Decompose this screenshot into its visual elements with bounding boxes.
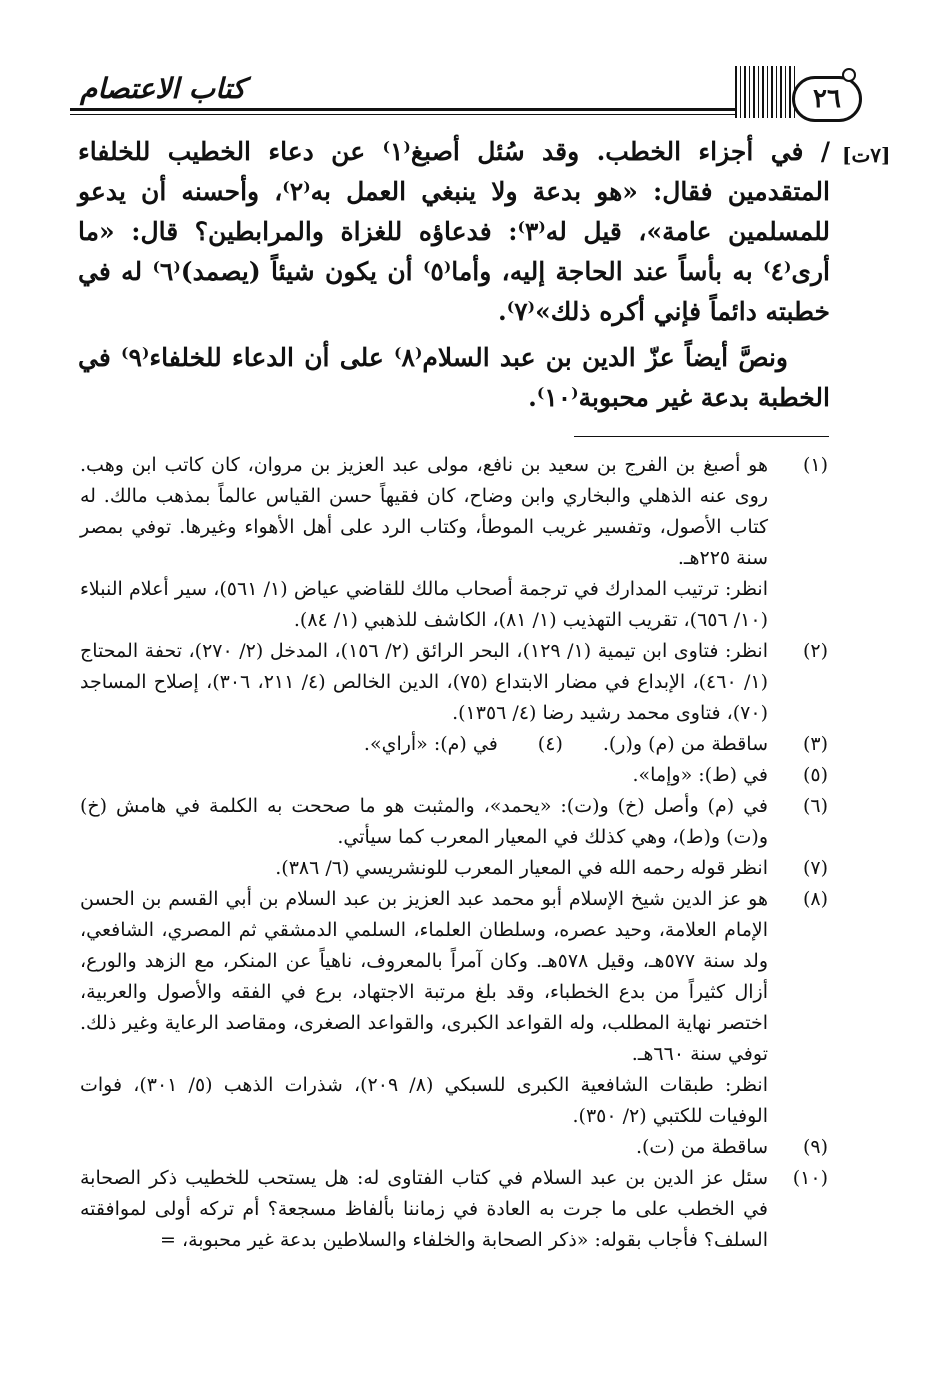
- footnote: [80, 760, 828, 791]
- footnote: [80, 853, 828, 884]
- footnote-text: في (م): «أراي».: [363, 733, 498, 755]
- footnote-text: سئل عز الدين بن عبد السلام في كتاب الفتاوى له: هل يستحب للخطيب ذكر الصحابة في الخطب على ما جرت به العادة في زماننا بألفاظ مسجعة؟ أم تركه أولى لموافقته السلف؟ فأجاب بقوله: «ذكر الصحابة والخلفاء والسلاطين بدعة غير محبوبة، =: [80, 1167, 768, 1251]
- main-paragraph: / في أجزاء الخطب. وقد سُئل أصبغ⁽١⁾ عن دعاء الخطيب للخلفاء المتقدمين فقال: «هو بدعة ولا ينبغي العمل به⁽٢⁾، وأحسنه أن يدعو للمسلمين عامة»، قيل له⁽٣⁾: فدعاؤه للغزاة والمرابطين؟ قال: «ما أرى⁽٤⁾ به بأساً عند الحاجة إليه، وأما⁽٥⁾ أن يكون شيئاً (يصمد)⁽٦⁾ له في خطبته دائماً فإني أكره ذلك»⁽٧⁾.: [78, 137, 830, 326]
- footnote-body: [80, 1132, 768, 1163]
- footnote-number: (٩): [802, 1136, 828, 1158]
- header-rule-thin: [70, 114, 735, 115]
- ornament-dot: [842, 68, 856, 82]
- footnote-text: انظر قوله رحمه الله في المعيار المعرب للونشريسي (٦/ ٣٨٦).: [275, 857, 768, 879]
- page-header: [70, 58, 848, 120]
- footnote-text: انظر: ترتيب المدارك في ترجمة أصحاب مالك للقاضي عياض (١/ ٥٦١)، سير أعلام النبلاء (١٠/ ٦٥٦)، تقريب التهذيب (١/ ٨١)، الكاشف للذهبي (١/ ٨٤).: [80, 578, 768, 631]
- footnote-number: (٦): [802, 795, 828, 817]
- footnote-text: في (ط): «وإما».: [632, 764, 768, 786]
- footnote-text: هو أصبغ بن الفرج بن سعيد بن نافع، مولى عبد العزيز بن مروان، كان كاتب ابن وهب. روى عنه الذهلي والبخاري وابن وضاح، كان فقيهاً حسن القياس عالماً بمذهب مالك. له كتاب الأصول، وتفسير غريب الموطأ، وكتاب الرد على أهل الأهواء وغيرها. توفي بمصر سنة ٢٢٥هـ.: [80, 454, 768, 569]
- book-title: كتاب الاعتصام: [80, 72, 246, 105]
- footnote: [80, 884, 828, 1132]
- footnote: [80, 729, 828, 760]
- footnote-body: [80, 729, 768, 760]
- footnote-body: [80, 853, 768, 884]
- footnote: [80, 1132, 828, 1163]
- footnote-text: انظر: فتاوى ابن تيمية (١/ ١٢٩)، البحر الرائق (٢/ ١٥٦)، المدخل (٢/ ٢٧٠)، تحفة المحتاج (١/ ٤٦٠)، الإبداع في مضار الابتداع (٧٥)، الدين الخالص (٤/ ٢١١، ٣٠٦)، إصلاح المساجد (٧٠)، فتاوى محمد رشيد رضا (٤/ ١٣٥٦).: [80, 640, 768, 724]
- page-number: ٢٦: [792, 76, 862, 122]
- footnote-number: (٤): [537, 733, 563, 755]
- header-rule: [70, 108, 735, 111]
- footnote: [80, 450, 828, 636]
- header-ornament-bars: [735, 66, 795, 118]
- footnote-number: (٧): [802, 857, 828, 879]
- footnote-text: في (م) وأصل (خ) و(ت): «يحمد»، والمثبت هو ما صححت به الكلمة في هامش (خ) و(ت) و(ط)، وهي كذلك في المعيار المعرب كما سيأتي.: [80, 795, 768, 848]
- footnote-number: (١٠): [792, 1167, 828, 1189]
- footnote-number: (٢): [802, 640, 828, 662]
- footnote-text: ساقطة من (م) و(ر).: [602, 733, 768, 755]
- footnote-text: هو عز الدين شيخ الإسلام أبو محمد عبد العزيز بن عبد السلام بن أبي القسم بن الحسن الإمام العلامة، وحيد عصره، وسلطان العلماء، السلمي الدمشقي ثم المصري، الشافعي، ولد سنة ٥٧٧هـ، وقيل ٥٧٨هـ. وكان آمراً بالمعروف، ناهياً عن المنكر، مع الزهد والورع، أزال كثيراً من بدع الخطباء، وقد بلغ مرتبة الاجتهاد، برع في الفقه والأصول والعربية، اختصر نهاية المطلب، وله القواعد الكبرى، والقواعد الصغرى، ومقاصد الرعاية وغير ذلك. توفي سنة ٦٦٠هـ.: [80, 888, 768, 1065]
- footnotes: [80, 450, 828, 1256]
- footnote-separator: [574, 436, 829, 437]
- footnote: [80, 1163, 828, 1256]
- footnote: [80, 636, 828, 729]
- footnote-body: [80, 636, 768, 729]
- footnote-text: ساقطة من (ت).: [635, 1136, 768, 1158]
- main-paragraph: ونصَّ أيضاً عزّ الدين بن عبد السلام⁽٨⁾ على أن الدعاء للخلفاء⁽٩⁾ في الخطبة بدعة غير محبوبة⁽١٠⁾.: [78, 343, 830, 412]
- footnote-number: (٣): [802, 733, 828, 755]
- footnote-number: (٥): [802, 764, 828, 786]
- footnote-body: [80, 760, 768, 791]
- footnote-body: [80, 791, 768, 853]
- footnote-body: [80, 1163, 768, 1256]
- footnote-body: [80, 884, 768, 1132]
- footnote-number: (٨): [802, 888, 828, 910]
- footnote-number: (١): [802, 454, 828, 476]
- margin-reference: [٧ت]: [842, 143, 891, 167]
- footnote-body: [80, 450, 768, 636]
- footnote-text: انظر: طبقات الشافعية الكبرى للسبكي (٨/ ٢٠٩)، شذرات الذهب (٥/ ٣٠١)، فوات الوفيات للكتبي (٢/ ٣٥٠).: [80, 1074, 768, 1127]
- footnote: [80, 791, 828, 853]
- main-text: [78, 132, 830, 424]
